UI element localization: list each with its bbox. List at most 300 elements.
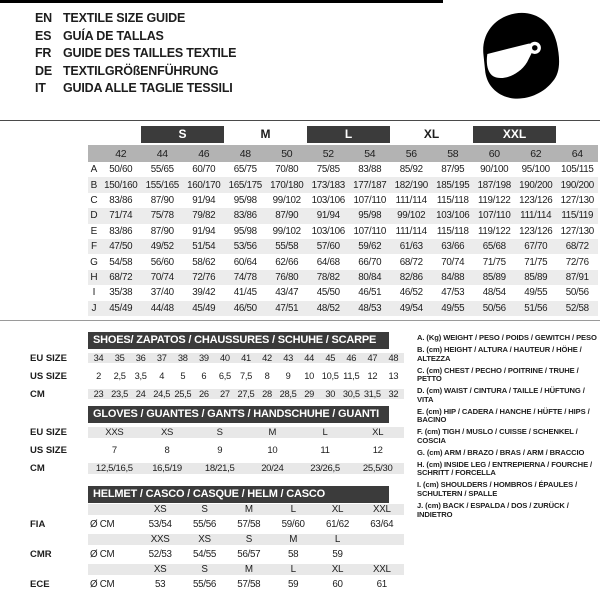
helmet-header: HELMET / CASCO / CASQUE / HELM / CASCO bbox=[88, 486, 389, 503]
table-row-c bbox=[88, 193, 598, 208]
cell: 123/126 bbox=[519, 225, 553, 237]
cell: XS bbox=[160, 426, 174, 438]
cell: 83/86 bbox=[233, 210, 257, 222]
lang-line-es bbox=[35, 29, 236, 43]
shoes-header: SHOES/ ZAPATOS / CHAUSSURES / SCHUHE / SCARPE bbox=[88, 332, 389, 349]
cell: 47/53 bbox=[441, 287, 465, 299]
cell: 61 bbox=[376, 579, 387, 591]
lang-line-fr bbox=[35, 46, 236, 60]
numeric-sizes bbox=[100, 148, 598, 160]
cell: 91/94 bbox=[192, 194, 216, 206]
cell: 103/106 bbox=[311, 194, 345, 206]
cell: 44 bbox=[156, 147, 168, 160]
cell: 75/85 bbox=[316, 164, 340, 176]
lang-title: TEXTILE SIZE GUIDE bbox=[63, 11, 186, 25]
size-group-l: L bbox=[307, 126, 390, 143]
cell: 123/126 bbox=[519, 194, 553, 206]
cell: 60/64 bbox=[233, 256, 257, 268]
cell: 44 bbox=[304, 353, 315, 363]
cell: M bbox=[268, 426, 277, 438]
cell: 30,5 bbox=[342, 389, 360, 399]
cell: 48/54 bbox=[482, 287, 506, 299]
cell: 45 bbox=[325, 353, 336, 363]
cell: 59 bbox=[332, 549, 343, 561]
cell: M bbox=[244, 564, 253, 576]
cell: 53/56 bbox=[233, 241, 257, 253]
gloves-table bbox=[30, 406, 404, 477]
cell: XXL bbox=[372, 504, 391, 516]
size-group-xl: XL bbox=[423, 127, 440, 141]
cell: 61/63 bbox=[399, 241, 423, 253]
cell: 62 bbox=[530, 147, 542, 160]
cell: 26 bbox=[198, 389, 209, 399]
cell: 4 bbox=[159, 371, 165, 381]
cell: 35/38 bbox=[109, 287, 133, 299]
cell bbox=[88, 504, 138, 515]
cell bbox=[360, 534, 404, 545]
cell: 91/94 bbox=[192, 225, 216, 237]
cell: 95/98 bbox=[358, 210, 382, 222]
cell: 51/56 bbox=[524, 302, 548, 314]
cell: XS bbox=[198, 534, 211, 546]
cell: 72/76 bbox=[192, 271, 216, 283]
table-row-d bbox=[88, 208, 598, 223]
cell: 8 bbox=[164, 444, 170, 456]
cell: 99/102 bbox=[272, 194, 301, 206]
cell: XXS bbox=[105, 426, 124, 438]
table-row-i bbox=[88, 285, 598, 300]
cell: 187/198 bbox=[477, 179, 511, 191]
fia-sizes-row bbox=[30, 503, 404, 517]
table-row-g bbox=[88, 254, 598, 269]
cell: 41 bbox=[241, 353, 251, 363]
cell: 5 bbox=[180, 371, 186, 381]
cell: 42 bbox=[115, 147, 127, 160]
cell: Ø CM bbox=[90, 549, 115, 561]
size-group-xxl: XXL bbox=[473, 126, 556, 143]
row-letter: J bbox=[91, 302, 97, 314]
gloves-eu-row bbox=[30, 423, 404, 441]
cell: 55/65 bbox=[150, 164, 174, 176]
shoes-us-values bbox=[88, 371, 404, 381]
cell: 27,5 bbox=[237, 389, 255, 399]
row-letter: D bbox=[90, 210, 98, 222]
cell: 60/70 bbox=[192, 164, 216, 176]
cell: 18/21,5 bbox=[204, 462, 235, 474]
measurement-legend bbox=[417, 334, 600, 523]
cmr-sizes bbox=[88, 534, 404, 545]
cell: 45/49 bbox=[192, 302, 216, 314]
shoes-cm-row bbox=[30, 385, 404, 403]
cell: 95/100 bbox=[521, 164, 550, 176]
cell: 68/72 bbox=[399, 256, 423, 268]
table-row-a bbox=[88, 162, 598, 177]
cell: 37/40 bbox=[150, 287, 174, 299]
cell: 68/72 bbox=[109, 271, 133, 283]
legend-item-g: G. (cm) ARM / BRAZO / BRAS / ARM / BRACCIO bbox=[417, 447, 585, 457]
cell: M bbox=[244, 504, 253, 516]
cell: 6,5 bbox=[218, 371, 231, 381]
cell: 79/82 bbox=[192, 210, 216, 222]
cell: 52/53 bbox=[148, 549, 172, 561]
numeric-size-row bbox=[88, 145, 598, 162]
cell: 61/62 bbox=[325, 519, 349, 531]
cell: 99/102 bbox=[272, 225, 301, 237]
cell: 13 bbox=[388, 371, 399, 381]
row-label: EU SIZE bbox=[30, 426, 67, 438]
cell: 54/58 bbox=[109, 256, 133, 268]
cell: 66/70 bbox=[358, 256, 382, 268]
cell: 190/200 bbox=[560, 179, 594, 191]
cell: 95/98 bbox=[233, 225, 257, 237]
cell: 75/78 bbox=[150, 210, 174, 222]
cell: S bbox=[216, 426, 223, 438]
cell: 32 bbox=[388, 389, 399, 399]
cell: 58 bbox=[447, 147, 459, 160]
cell: 170/180 bbox=[270, 179, 304, 191]
cell: 48 bbox=[239, 147, 251, 160]
shoes-eu-row bbox=[30, 349, 404, 367]
cell: 52/58 bbox=[565, 302, 589, 314]
row-values bbox=[100, 272, 598, 283]
legend-item-c: C. (cm) CHEST / PECHO / POITRINE / TRUHE / PETTO bbox=[417, 365, 579, 384]
cell: 87/90 bbox=[150, 225, 174, 237]
cell: 87/90 bbox=[150, 194, 174, 206]
cell: 87/95 bbox=[441, 164, 465, 176]
gloves-header: GLOVES / GUANTES / GANTS / HANDSCHUHE / GUANTI bbox=[88, 406, 389, 423]
cell: 28,5 bbox=[279, 389, 297, 399]
fia-values bbox=[88, 519, 404, 530]
gloves-cm-row bbox=[30, 459, 404, 477]
cell: 7 bbox=[111, 444, 117, 456]
row-letter: B bbox=[90, 179, 98, 191]
cell: S bbox=[201, 564, 208, 576]
cell: 3,5 bbox=[134, 371, 147, 381]
cell: 85/89 bbox=[482, 271, 506, 283]
cell: 82/86 bbox=[399, 271, 423, 283]
row-values bbox=[100, 195, 598, 206]
row-letter: G bbox=[90, 256, 98, 268]
cell: 47/50 bbox=[109, 241, 133, 253]
table-row-e bbox=[88, 224, 598, 239]
cell: 49/55 bbox=[524, 287, 548, 299]
lang-code: ES bbox=[35, 28, 52, 43]
cell: 9 bbox=[217, 444, 223, 456]
legend-item-i: I. (cm) SHOULDERS / HOMBROS / ÉPAULES / SCHULTERN / SPALLE bbox=[417, 480, 578, 499]
legend-item-d: D. (cm) WAIST / CINTURA / TAILLE / HÜFTUNG / VITA bbox=[417, 386, 585, 404]
cell: 8 bbox=[264, 371, 270, 381]
cell: 95/98 bbox=[233, 194, 257, 206]
cell: 48/53 bbox=[358, 302, 382, 314]
ece-sizes bbox=[88, 564, 404, 575]
cell: S bbox=[201, 504, 208, 516]
cell: 11,5 bbox=[343, 371, 360, 381]
cell: 70/74 bbox=[441, 256, 465, 268]
cell: 2 bbox=[96, 371, 101, 381]
cell: 56/60 bbox=[150, 256, 174, 268]
cell: 46 bbox=[346, 353, 357, 363]
cell: 177/187 bbox=[353, 179, 387, 191]
cell: 47/51 bbox=[275, 302, 299, 314]
cell: 28 bbox=[262, 389, 272, 399]
cell: 30 bbox=[325, 389, 336, 399]
cell: 83/86 bbox=[109, 194, 133, 206]
cell: 24 bbox=[135, 389, 146, 399]
cmr-values-row bbox=[30, 547, 404, 564]
ece-values bbox=[88, 579, 404, 590]
cell: 49/52 bbox=[150, 241, 174, 253]
racing-helmet-icon bbox=[466, 5, 574, 107]
standard-label: CMR bbox=[30, 549, 52, 561]
cell: 6 bbox=[201, 371, 207, 381]
standard-label: ECE bbox=[30, 579, 50, 591]
cell: 63/66 bbox=[441, 241, 465, 253]
cell: 27 bbox=[220, 389, 230, 399]
cell: 49/54 bbox=[399, 302, 423, 314]
cell: 111/114 bbox=[395, 225, 427, 237]
cell bbox=[88, 534, 138, 545]
cell: 24,5 bbox=[153, 389, 171, 399]
cell: 7,5 bbox=[239, 371, 252, 381]
legend-item-j: J. (cm) BACK / ESPALDA / DOS / ZURÜCK / INDIETRO bbox=[417, 501, 569, 519]
cell: 16,5/19 bbox=[152, 462, 182, 474]
cell: 57/60 bbox=[316, 241, 340, 253]
cell: 37 bbox=[156, 353, 167, 363]
cell: 68/72 bbox=[565, 241, 589, 253]
cell: 91/94 bbox=[316, 210, 340, 222]
cell: 99/102 bbox=[397, 210, 426, 222]
section-divider bbox=[0, 320, 600, 321]
lang-code: IT bbox=[35, 81, 46, 96]
table-row-j bbox=[88, 301, 598, 316]
lang-line-it bbox=[35, 81, 236, 95]
lang-code: FR bbox=[35, 46, 52, 61]
row-label: EU SIZE bbox=[30, 352, 67, 364]
top-rule bbox=[0, 0, 443, 3]
lang-title: GUÍA DE TALLAS bbox=[63, 28, 164, 43]
table-row-h bbox=[88, 270, 598, 285]
cell: 43 bbox=[283, 353, 293, 363]
standard-label: FIA bbox=[30, 519, 46, 531]
cell: 55/56 bbox=[192, 579, 216, 591]
cell: 10 bbox=[304, 371, 315, 381]
row-values bbox=[100, 257, 598, 268]
cell: 45/50 bbox=[316, 287, 340, 299]
row-label: US SIZE bbox=[30, 370, 67, 382]
cell: 23,5 bbox=[111, 389, 129, 399]
cell: 46/52 bbox=[399, 287, 423, 299]
language-title-list bbox=[35, 11, 236, 99]
cell: 10,5 bbox=[321, 371, 339, 381]
cell: 46/51 bbox=[358, 287, 382, 299]
cell: 52 bbox=[322, 147, 334, 160]
cell: 65/75 bbox=[233, 164, 257, 176]
cell: 10 bbox=[267, 444, 278, 456]
cell: 58 bbox=[287, 549, 299, 561]
cell: 42 bbox=[262, 353, 272, 363]
textile-size-table bbox=[88, 126, 598, 316]
cell: 80/84 bbox=[358, 271, 382, 283]
cell: 39 bbox=[198, 353, 209, 363]
cell: 48 bbox=[388, 353, 399, 363]
cell: 119/122 bbox=[477, 225, 511, 237]
size-group-s: S bbox=[141, 126, 224, 143]
cell: 49/55 bbox=[441, 302, 465, 314]
cell: 71/75 bbox=[482, 256, 506, 268]
cell: 29 bbox=[304, 389, 315, 399]
cell: 56 bbox=[405, 147, 417, 160]
cell: 62/66 bbox=[275, 256, 299, 268]
cell: 70/80 bbox=[275, 164, 299, 176]
row-values bbox=[100, 287, 598, 298]
cell: 103/106 bbox=[436, 210, 470, 222]
gloves-eu-values bbox=[88, 427, 404, 438]
cell: 12,5/16,5 bbox=[95, 462, 133, 474]
cell: 105/115 bbox=[560, 164, 594, 176]
cell: 59/62 bbox=[358, 241, 382, 253]
cell: 46/50 bbox=[233, 302, 257, 314]
cell: 155/165 bbox=[145, 179, 179, 191]
size-group-m: M bbox=[260, 127, 271, 141]
cell: 115/118 bbox=[436, 225, 469, 237]
cell: 60 bbox=[332, 579, 343, 591]
cell: S bbox=[245, 534, 252, 546]
row-letter: H bbox=[90, 271, 98, 283]
cell: 111/114 bbox=[395, 194, 427, 206]
table-row-f bbox=[88, 239, 598, 254]
cmr-values bbox=[88, 549, 404, 560]
row-values bbox=[100, 180, 598, 191]
cell: 25,5/30 bbox=[362, 462, 393, 474]
cell: 78/82 bbox=[316, 271, 340, 283]
cell: 87/91 bbox=[565, 271, 589, 283]
cell: 25,5 bbox=[174, 389, 192, 399]
cell: Ø CM bbox=[90, 579, 115, 591]
helmet-table bbox=[30, 486, 404, 593]
cell: 71/74 bbox=[109, 210, 133, 222]
cell: 9 bbox=[285, 371, 291, 381]
row-label: CM bbox=[30, 388, 45, 400]
cell: 55/56 bbox=[192, 519, 216, 531]
gloves-us-row bbox=[30, 441, 404, 459]
row-values bbox=[100, 226, 598, 237]
cell: 65/68 bbox=[482, 241, 506, 253]
cell: 63/64 bbox=[370, 519, 394, 531]
cell: 41/45 bbox=[233, 287, 257, 299]
gloves-us-values bbox=[88, 445, 404, 456]
row-letter: C bbox=[90, 194, 98, 206]
cell bbox=[360, 549, 404, 560]
cell: 58/62 bbox=[192, 256, 216, 268]
cell: 12 bbox=[372, 444, 383, 456]
row-values bbox=[100, 210, 598, 221]
lang-title: TEXTILGRÖßENFÜHRUNG bbox=[63, 63, 219, 78]
cell: XS bbox=[153, 504, 167, 516]
row-letter: A bbox=[90, 164, 98, 176]
header-divider bbox=[0, 120, 600, 121]
row-values bbox=[100, 303, 598, 314]
cell: 46 bbox=[198, 147, 210, 160]
lang-title: GUIDE DES TAILLES TEXTILE bbox=[63, 46, 237, 61]
cell: 107/110 bbox=[353, 225, 387, 237]
cell: 127/130 bbox=[560, 194, 594, 206]
cell: 115/118 bbox=[436, 194, 469, 206]
cell: M bbox=[289, 534, 298, 546]
cell: 39/42 bbox=[192, 287, 216, 299]
cell: 47 bbox=[367, 353, 378, 363]
cell: L bbox=[322, 426, 328, 438]
cell: 84/88 bbox=[441, 271, 465, 283]
cell: 35 bbox=[114, 353, 125, 363]
cell: 57/58 bbox=[237, 519, 261, 531]
cell: 38 bbox=[177, 353, 188, 363]
size-group-header bbox=[88, 126, 598, 143]
cell: 70/74 bbox=[150, 271, 174, 283]
cell: 85/89 bbox=[524, 271, 548, 283]
cell: 111/114 bbox=[520, 210, 552, 222]
shoes-table bbox=[30, 332, 404, 403]
cell: 103/106 bbox=[311, 225, 345, 237]
cell: 50/60 bbox=[109, 164, 133, 176]
cell: 72/76 bbox=[565, 256, 589, 268]
cell: 45/49 bbox=[109, 302, 133, 314]
cell: XL bbox=[372, 426, 384, 438]
cell: 173/183 bbox=[311, 179, 345, 191]
cell: 23/26,5 bbox=[310, 462, 340, 474]
cell: 53 bbox=[155, 579, 166, 591]
cell: 182/190 bbox=[394, 179, 428, 191]
table-row-b bbox=[88, 177, 598, 192]
cell: XS bbox=[153, 564, 167, 576]
shoes-us-row bbox=[30, 367, 404, 385]
gloves-cm-values bbox=[88, 463, 404, 474]
cell: 44/48 bbox=[150, 302, 174, 314]
cmr-sizes-row bbox=[30, 533, 404, 547]
cell: 55/58 bbox=[275, 241, 299, 253]
cell: 54/55 bbox=[192, 549, 216, 561]
cell: 60 bbox=[488, 147, 500, 160]
legend-item-a: A. (Kg) WEIGHT / PESO / POIDS / GEWITCH / PESO bbox=[417, 333, 597, 342]
cell: 40 bbox=[220, 353, 230, 363]
cell: 59 bbox=[287, 579, 299, 591]
cell: 160/170 bbox=[187, 179, 221, 191]
shoes-eu-values bbox=[88, 353, 404, 363]
cell: 76/80 bbox=[275, 271, 299, 283]
cell: 185/195 bbox=[436, 179, 470, 191]
cell: 34 bbox=[93, 353, 104, 363]
lang-code: EN bbox=[35, 11, 52, 25]
cell: 54 bbox=[364, 147, 376, 160]
lang-line-de bbox=[35, 64, 236, 78]
legend-item-f: F. (cm) TIGH / MUSLO / CUISSE / SCHENKEL / COSCIA bbox=[417, 427, 578, 445]
cell: 51/54 bbox=[192, 241, 216, 253]
cell: 64/68 bbox=[316, 256, 340, 268]
cell: 83/88 bbox=[358, 164, 382, 176]
row-label: CM bbox=[30, 462, 45, 474]
cell: 31,5 bbox=[363, 389, 381, 399]
cell: 90/100 bbox=[480, 164, 509, 176]
shoes-cm-values bbox=[88, 389, 404, 399]
lang-code: DE bbox=[35, 63, 52, 78]
row-values bbox=[100, 164, 598, 175]
cell: L bbox=[334, 534, 341, 546]
fia-values-row bbox=[30, 517, 404, 534]
cell: L bbox=[290, 504, 296, 516]
cell: 71/75 bbox=[524, 256, 548, 268]
cell: 11 bbox=[320, 444, 330, 456]
legend-item-h: H. (cm) INSIDE LEG / ENTREPIERNA / FOURCHE / SCHRITT / FORCELLA bbox=[417, 459, 593, 478]
cell: 165/175 bbox=[228, 179, 262, 191]
